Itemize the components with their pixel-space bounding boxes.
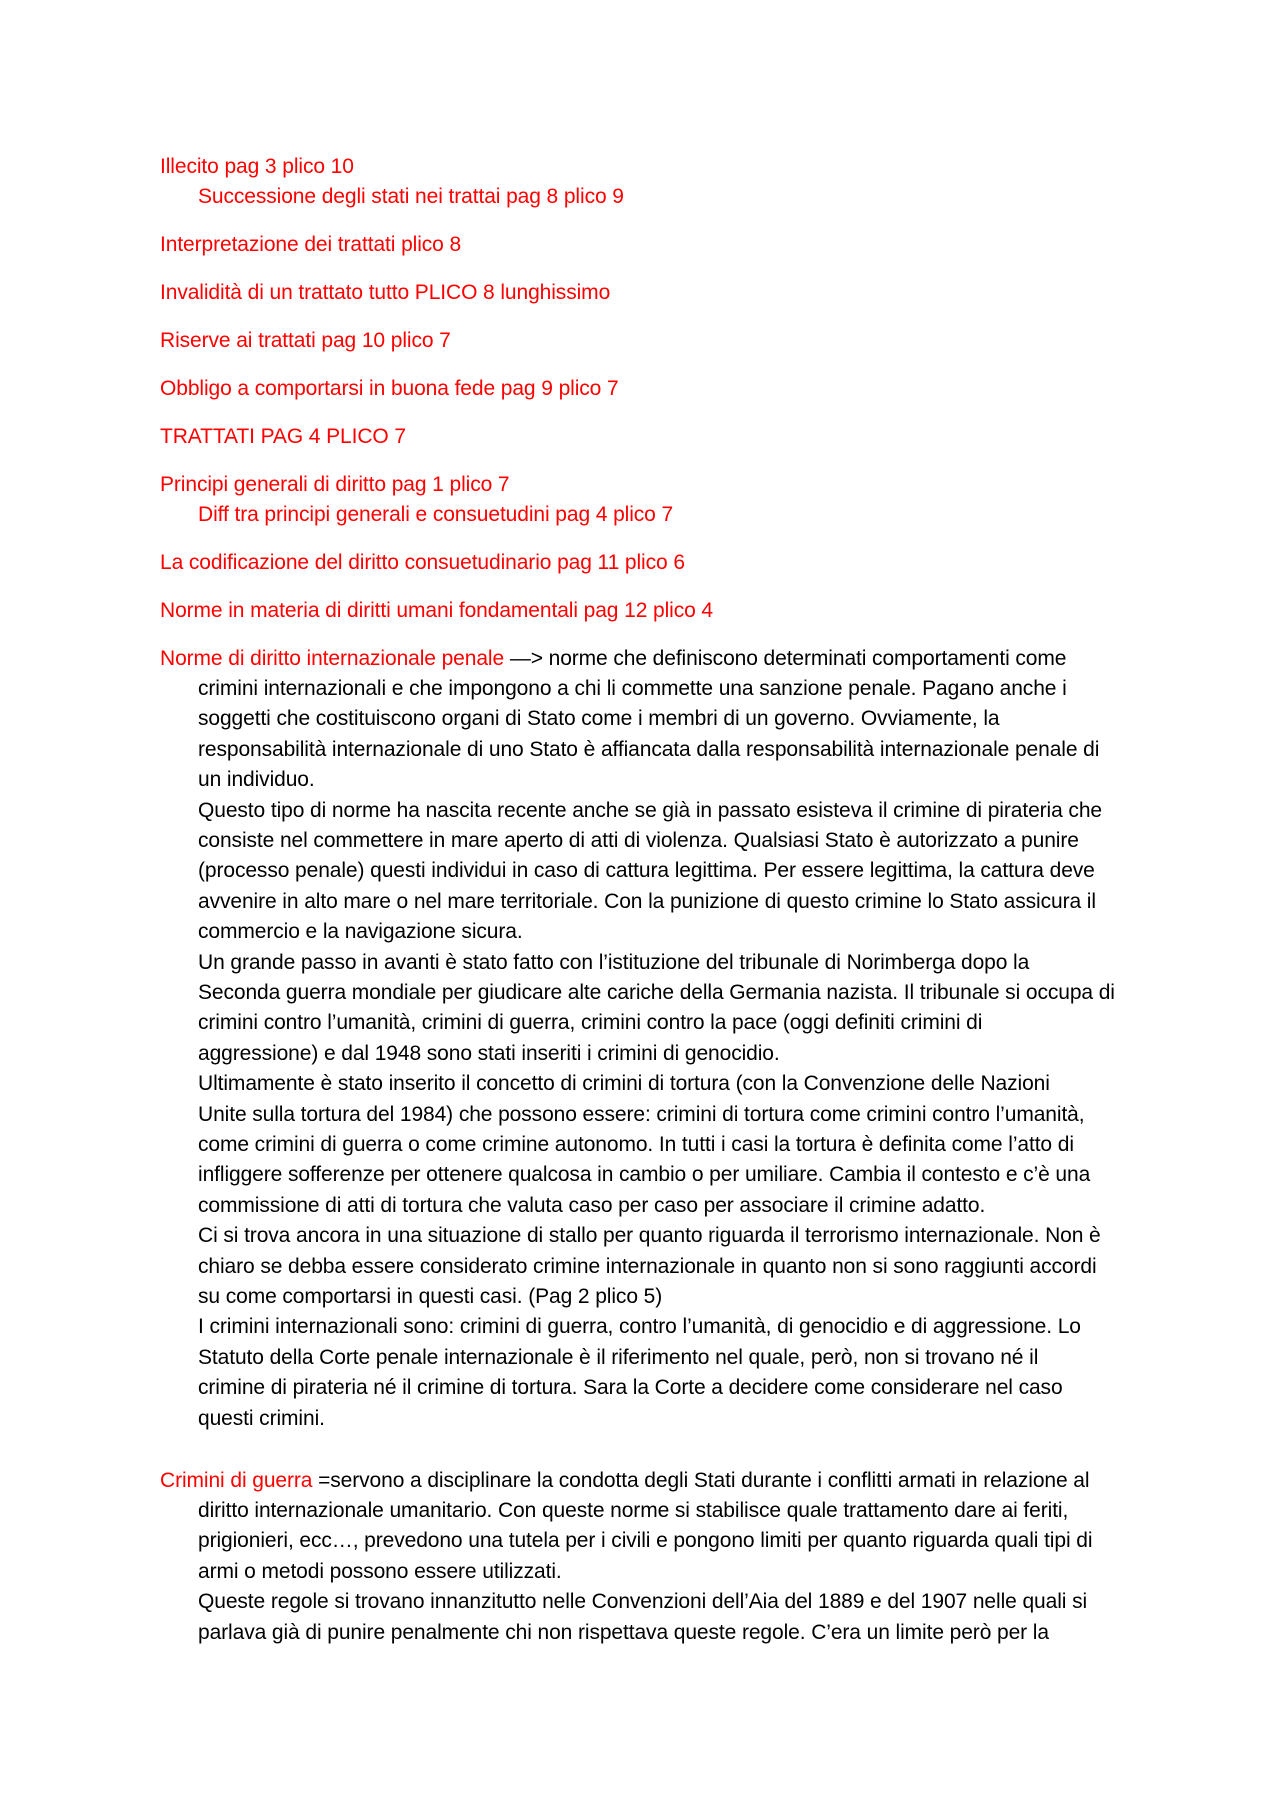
section-first-line bbox=[160, 644, 1066, 674]
paragraph-line: Statuto della Corte penale internazionale è il riferimento nel quale, però, non si trovano né il bbox=[198, 1345, 1039, 1369]
paragraph-line: Ci si trova ancora in una situazione di stallo per quanto riguarda il terrorismo internazionale. Non è bbox=[198, 1224, 1101, 1248]
paragraph-line: Queste regole si trovano innanzitutto nelle Convenzioni dell’Aia del 1889 e del 1907 nelle quali si bbox=[198, 1590, 1088, 1614]
toc-subitem: Diff tra principi generali e consuetudini pag 4 plico 7 bbox=[198, 503, 674, 526]
section-lead-text: —> norme che definiscono determinati comportamenti come bbox=[504, 647, 1067, 670]
paragraph-line: Seconda guerra mondiale per giudicare alte cariche della Germania nazista. Il tribunale si occupa di bbox=[198, 981, 1115, 1004]
paragraph-line: come crimini di guerra o come crimine autonomo. In tutti i casi la tortura è definita come l’atto di bbox=[198, 1133, 1074, 1156]
paragraph-line: Questo tipo di norme ha nascita recente anche se già in passato esisteva il crimine di pirateria che bbox=[198, 798, 1102, 822]
toc-item: Interpretazione dei trattati plico 8 bbox=[160, 233, 462, 256]
paragraph-line: chiaro se debba essere considerato crimine internazionale in quanto non si sono raggiunti accordi bbox=[198, 1254, 1097, 1278]
paragraph-line: crimini contro l’umanità, crimini di guerra, crimini contro la pace (oggi definiti crimini di bbox=[198, 1011, 983, 1035]
paragraph-line: infliggere sofferenze per ottenere qualcosa in cambio o per umiliare. Cambia il contesto e c’è una bbox=[198, 1163, 1091, 1187]
paragraph-line: avvenire in alto mare o nel mare territoriale. Con la punizione di questo crimine lo Stato assicura il bbox=[198, 889, 1096, 913]
toc-item: Obbligo a comportarsi in buona fede pag 9 plico 7 bbox=[160, 377, 619, 400]
paragraph-line: soggetti che costituiscono organi di Stato come i membri di un governo. Ovviamente, la bbox=[198, 707, 1000, 731]
toc-item: Norme in materia di diritti umani fondamentali pag 12 plico 4 bbox=[160, 599, 714, 622]
paragraph-line: un individuo. bbox=[198, 768, 315, 792]
paragraph-line: aggressione) e dal 1948 sono stati inseriti i crimini di genocidio. bbox=[198, 1041, 780, 1065]
section-first-line bbox=[160, 1466, 1089, 1496]
paragraph-line: Unite sulla tortura del 1984) che possono essere: crimini di tortura come crimini contro l’umanità, bbox=[198, 1102, 1085, 1126]
paragraph-line: crimini internazionali e che impongono a chi li commette una sanzione penale. Pagano anche i bbox=[198, 677, 1067, 700]
paragraph-line: commissione di atti di tortura che valuta caso per caso per associare il crimine adatto. bbox=[198, 1193, 986, 1217]
paragraph-line: Un grande passo in avanti è stato fatto con l’istituzione del tribunale di Norimberga dopo la bbox=[198, 950, 1030, 974]
toc-subitem: Successione degli stati nei trattai pag 8 plico 9 bbox=[198, 185, 624, 208]
toc-item: Invalidità di un trattato tutto PLICO 8 lunghissimo bbox=[160, 281, 611, 304]
paragraph-line: commercio e la navigazione sicura. bbox=[198, 920, 523, 944]
section-lead-text: =servono a disciplinare la condotta degli Stati durante i conflitti armati in relazione al bbox=[312, 1469, 1090, 1492]
paragraph-line: (processo penale) questi individui in caso di cattura legittima. Per essere legittima, la cattura deve bbox=[198, 859, 1095, 883]
toc-item: Principi generali di diritto pag 1 plico 7 bbox=[160, 473, 510, 496]
paragraph-line: I crimini internazionali sono: crimini di guerra, contro l’umanità, di genocidio e di aggressione. Lo bbox=[198, 1315, 1081, 1339]
paragraph-line: questi crimini. bbox=[198, 1406, 325, 1430]
paragraph-line: Ultimamente è stato inserito il concetto di crimini di tortura (con la Convenzione delle Nazioni bbox=[198, 1072, 1050, 1096]
section-heading: Crimini di guerra bbox=[160, 1469, 313, 1492]
paragraph-line: crimine di pirateria né il crimine di tortura. Sara la Corte a decidere come considerare nel caso bbox=[198, 1376, 1063, 1400]
paragraph-line: diritto internazionale umanitario. Con queste norme si stabilisce quale trattamento dare ai feriti, bbox=[198, 1499, 1069, 1522]
paragraph-line: su come comportarsi in questi casi. (Pag 2 plico 5) bbox=[198, 1285, 663, 1308]
toc-item: Riserve ai trattati pag 10 plico 7 bbox=[160, 329, 451, 352]
paragraph-line: armi o metodi possono essere utilizzati. bbox=[198, 1559, 562, 1583]
paragraph-line: prigionieri, ecc…, prevedono una tutela per i civili e pongono limiti per quanto riguarda quali tipi di bbox=[198, 1529, 1093, 1553]
paragraph-line: responsabilità internazionale di uno Stato è affiancata dalla responsabilità internazionale penale di bbox=[198, 737, 1100, 761]
toc-item: Illecito pag 3 plico 10 bbox=[160, 155, 354, 178]
toc-item: La codificazione del diritto consuetudinario pag 11 plico 6 bbox=[160, 551, 685, 574]
paragraph-line: consiste nel commettere in mare aperto di atti di violenza. Qualsiasi Stato è autorizzato a punire bbox=[198, 829, 1079, 852]
paragraph-line: parlava già di punire penalmente chi non rispettava queste regole. C’era un limite però per la bbox=[198, 1620, 1049, 1644]
toc-item: TRATTATI PAG 4 PLICO 7 bbox=[160, 425, 406, 448]
section-heading: Norme di diritto internazionale penale bbox=[160, 647, 505, 670]
